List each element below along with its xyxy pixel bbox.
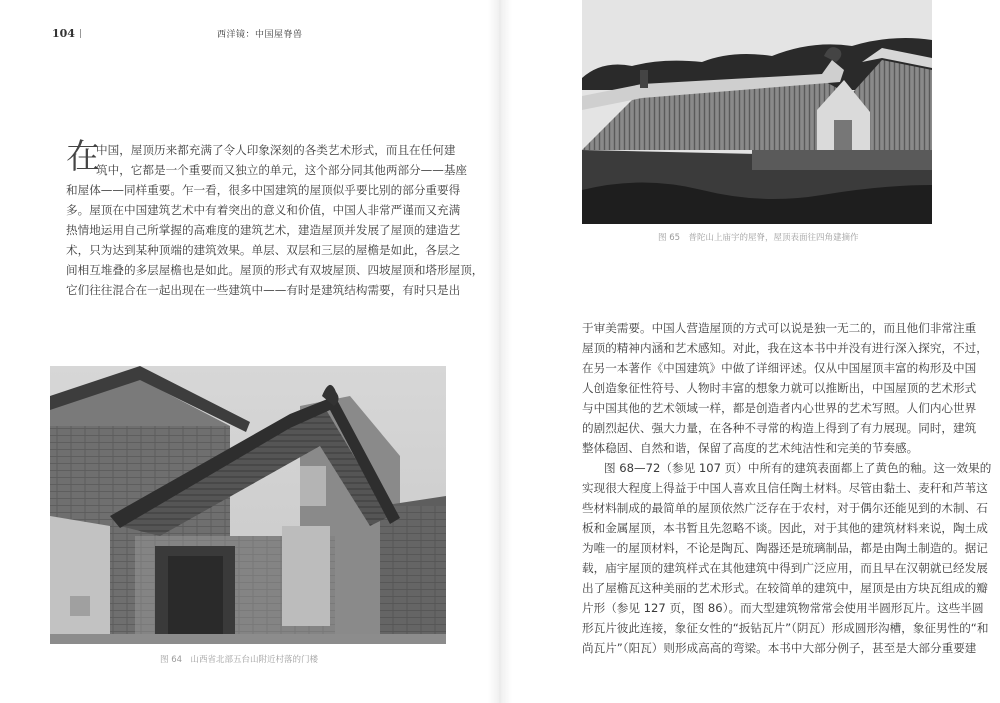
text-line: 载，庙宇屋顶的建筑样式在其他建筑中得到广泛应用，而且早在汉朝就已经发展 xyxy=(582,561,988,575)
text-line: 和屋体——同样重要。乍一看，很多中国建筑的屋顶似乎要比别的部分重要得 xyxy=(66,183,461,197)
text-line: 筑中，它都是一个重要而又独立的单元，这个部分同其他两部分——基座 xyxy=(96,163,468,177)
figure-64-gatehouse-photo xyxy=(50,366,446,644)
figure-65-caption: 图 65 普陀山上庙宇的屋脊，屋顶表面往四角建摘作 xyxy=(658,233,859,243)
running-head xyxy=(52,27,442,41)
figure-65-temple-ridge-photo xyxy=(582,0,932,224)
text-line: 屋顶的精神内涵和艺术感知。对此，我在这本书中并没有进行深入探究，不过， xyxy=(582,341,988,355)
text-line: 整体稳固、自然和谐，保留了高度的艺术纯洁性和完美的节奏感。 xyxy=(582,441,919,455)
text-line: 它们往往混合在一起出现在一些建筑中——有时是建筑结构需要，有时只是出 xyxy=(66,283,461,297)
paragraph-2 xyxy=(582,320,988,460)
drop-cap: 在 xyxy=(66,137,100,177)
text-line: 在另一本著作《中国建筑》中做了详细评述。仅从中国屋顶丰富的构形及中国 xyxy=(582,361,977,375)
text-line: 形瓦片彼此连接，象征女性的“扳钻瓦片”（阴瓦）形成圆形沟槽，象征男性的“和 xyxy=(582,621,989,635)
figure-64-caption: 图 64 山西省北部五台山附近村落的门楼 xyxy=(160,655,319,665)
gatehouse-illustration xyxy=(50,366,446,644)
text-line: 些材料制成的最简单的屋顶依然广泛存在于农村，对于偶尔还能见到的木制、石 xyxy=(582,501,988,515)
header-divider xyxy=(80,29,81,38)
text-line: 多。屋顶在中国建筑艺术中有着突出的意义和价值，中国人非常严谨而又充满 xyxy=(66,203,461,217)
text-line: 片形（参见 127 页，图 86）。而大型建筑物常常会使用半圆形瓦片。这些半圆 xyxy=(582,601,984,615)
text-line: 图 68—72（参见 107 页）中所有的建筑表面都上了黄色的釉。这一效果的 xyxy=(604,461,992,475)
page-number: 104 xyxy=(52,27,75,40)
text-line: 热情地运用自己所掌握的高难度的建筑艺术，建造屋顶并发展了屋顶的建造艺 xyxy=(66,223,461,237)
book-title: 西洋镜：中国屋脊兽 xyxy=(217,30,303,40)
temple-roof-illustration xyxy=(582,0,932,224)
text-line: 人创造象征性符号、人物时丰富的想象力就可以推断出，中国屋顶的艺术形式 xyxy=(582,381,977,395)
right-page xyxy=(500,0,1000,703)
text-line: 尚瓦片”（阳瓦）则形成高高的弯梁。本书中大部分例子，甚至是大部分重要建 xyxy=(582,641,977,655)
text-line: 间相互堆叠的多层屋檐也是如此。屋顶的形式有双坡屋顶、四坡屋顶和塔形屋顶， xyxy=(66,263,484,277)
text-line: 与中国其他的艺术领域一样，都是创造者内心世界的艺术写照。人们内心世界 xyxy=(582,401,977,415)
text-line: 出了屋檐瓦这种美丽的艺术形式。在较简单的建筑中，屋顶是由方块瓦组成的瓣 xyxy=(582,581,988,595)
text-line: 的剧烈起伏、强大力量，在各种不寻常的构造上得到了有力展现。同时，建筑 xyxy=(582,421,977,435)
paragraph-3 xyxy=(582,460,992,660)
text-line: 实现很大程度上得益于中国人喜欢且信任陶土材料。尽管由黏土、麦秆和芦苇这 xyxy=(582,481,988,495)
paragraph-1 xyxy=(66,137,484,302)
book-gutter xyxy=(488,0,512,703)
text-line: 中国，屋顶历来都充满了令人印象深刻的各类艺术形式，而且在任何建 xyxy=(96,143,456,157)
text-line: 为唯一的屋顶材料，不论是陶瓦、陶器还是琉璃制品，都是由陶土制造的。据记 xyxy=(582,541,988,555)
text-line: 术，只为达到某种顶端的建筑效果。单层、双层和三层的屋檐是如此，各层之 xyxy=(66,243,461,257)
text-line: 于审美需要。中国人营造屋顶的方式可以说是独一无二的，而且他们非常注重 xyxy=(582,321,977,335)
text-line: 板和金属屋顶，本书暂且先忽略不谈。因此，对于其他的建筑材料来说，陶土成 xyxy=(582,521,988,535)
